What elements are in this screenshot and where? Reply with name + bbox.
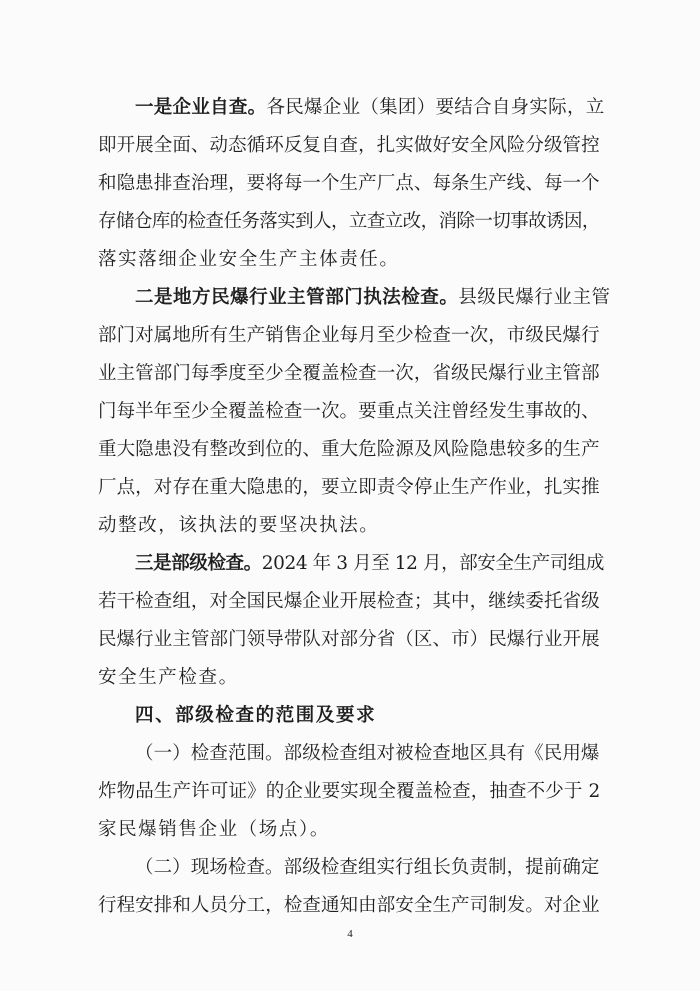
- paragraph-ministry-inspection: [98, 545, 604, 697]
- paragraph-line: 行程安排和人员分工，检查通知由部安全生产司制发。对企业: [98, 895, 600, 916]
- paragraph-line: 二是地方民爆行业主管部门执法检查。县级民爆行业主管: [135, 287, 611, 308]
- paragraph-line: 一是企业自查。各民爆企业（集团）要结合自身实际，立: [135, 97, 605, 118]
- paragraph-line: 即开展全面、动态循环反复自查，扎实做好安全风险分级管控: [98, 135, 600, 156]
- paragraph-enterprise-self-check: [98, 89, 605, 279]
- paragraph-lead: 三是部级检查。: [135, 553, 262, 574]
- paragraph-line: 炸物品生产许可证》的企业要实现全覆盖检查，抽查不少于 2: [98, 781, 601, 802]
- page-number: 4: [347, 928, 353, 940]
- paragraph-line: 动整改，该执法的要坚决执法。: [98, 515, 380, 536]
- paragraph-line: 三是部级检查。2024 年 3 月至 12 月，部安全生产司组成: [135, 553, 604, 574]
- section-heading: [98, 697, 600, 735]
- subparagraph-onsite: [98, 849, 600, 925]
- paragraph-line: 民爆行业主管部门领导带队对部分省（区、市）民爆行业开展: [98, 629, 600, 650]
- paragraph-lead: 二是地方民爆行业主管部门执法检查。: [135, 287, 459, 308]
- paragraph-line: 安全生产检查。: [98, 667, 239, 688]
- paragraph-line: 存储仓库的检查任务落实到人，立查立改，消除一切事故诱因，: [98, 211, 600, 232]
- section-heading-text: 四、部级检查的范围及要求: [135, 705, 377, 726]
- paragraph-line: （一）检查范围。部级检查组对被检查地区具有《民用爆: [135, 743, 600, 764]
- paragraph-local-inspection: [98, 279, 611, 545]
- paragraph-line: 落实落细企业安全生产主体责任。: [98, 249, 400, 270]
- paragraph-line: 门每半年至少全覆盖检查一次。要重点关注曾经发生事故的、: [98, 401, 600, 422]
- paragraph-lead: 一是企业自查。: [135, 97, 267, 118]
- paragraph-line: 重大隐患没有整改到位的、重大危险源及风险隐患较多的生产: [98, 439, 600, 460]
- paragraph-line: 家民爆销售企业（场点）。: [98, 819, 330, 840]
- paragraph-line: 业主管部门每季度至少全覆盖检查一次，省级民爆行业主管部: [98, 363, 600, 384]
- paragraph-line: （二）现场检查。部级检查组实行组长负责制，提前确定: [135, 857, 600, 878]
- subparagraph-scope: [98, 735, 600, 849]
- paragraph-line: 若干检查组，对全国民爆企业开展检查；其中，继续委托省级: [98, 591, 600, 612]
- paragraph-line: 和隐患排查治理，要将每一个生产厂点、每条生产线、每一个: [98, 173, 600, 194]
- paragraph-line: 部门对属地所有生产销售企业每月至少检查一次，市级民爆行: [98, 325, 600, 346]
- paragraph-line: 厂点，对存在重大隐患的，要立即责令停止生产作业，扎实推: [98, 477, 600, 498]
